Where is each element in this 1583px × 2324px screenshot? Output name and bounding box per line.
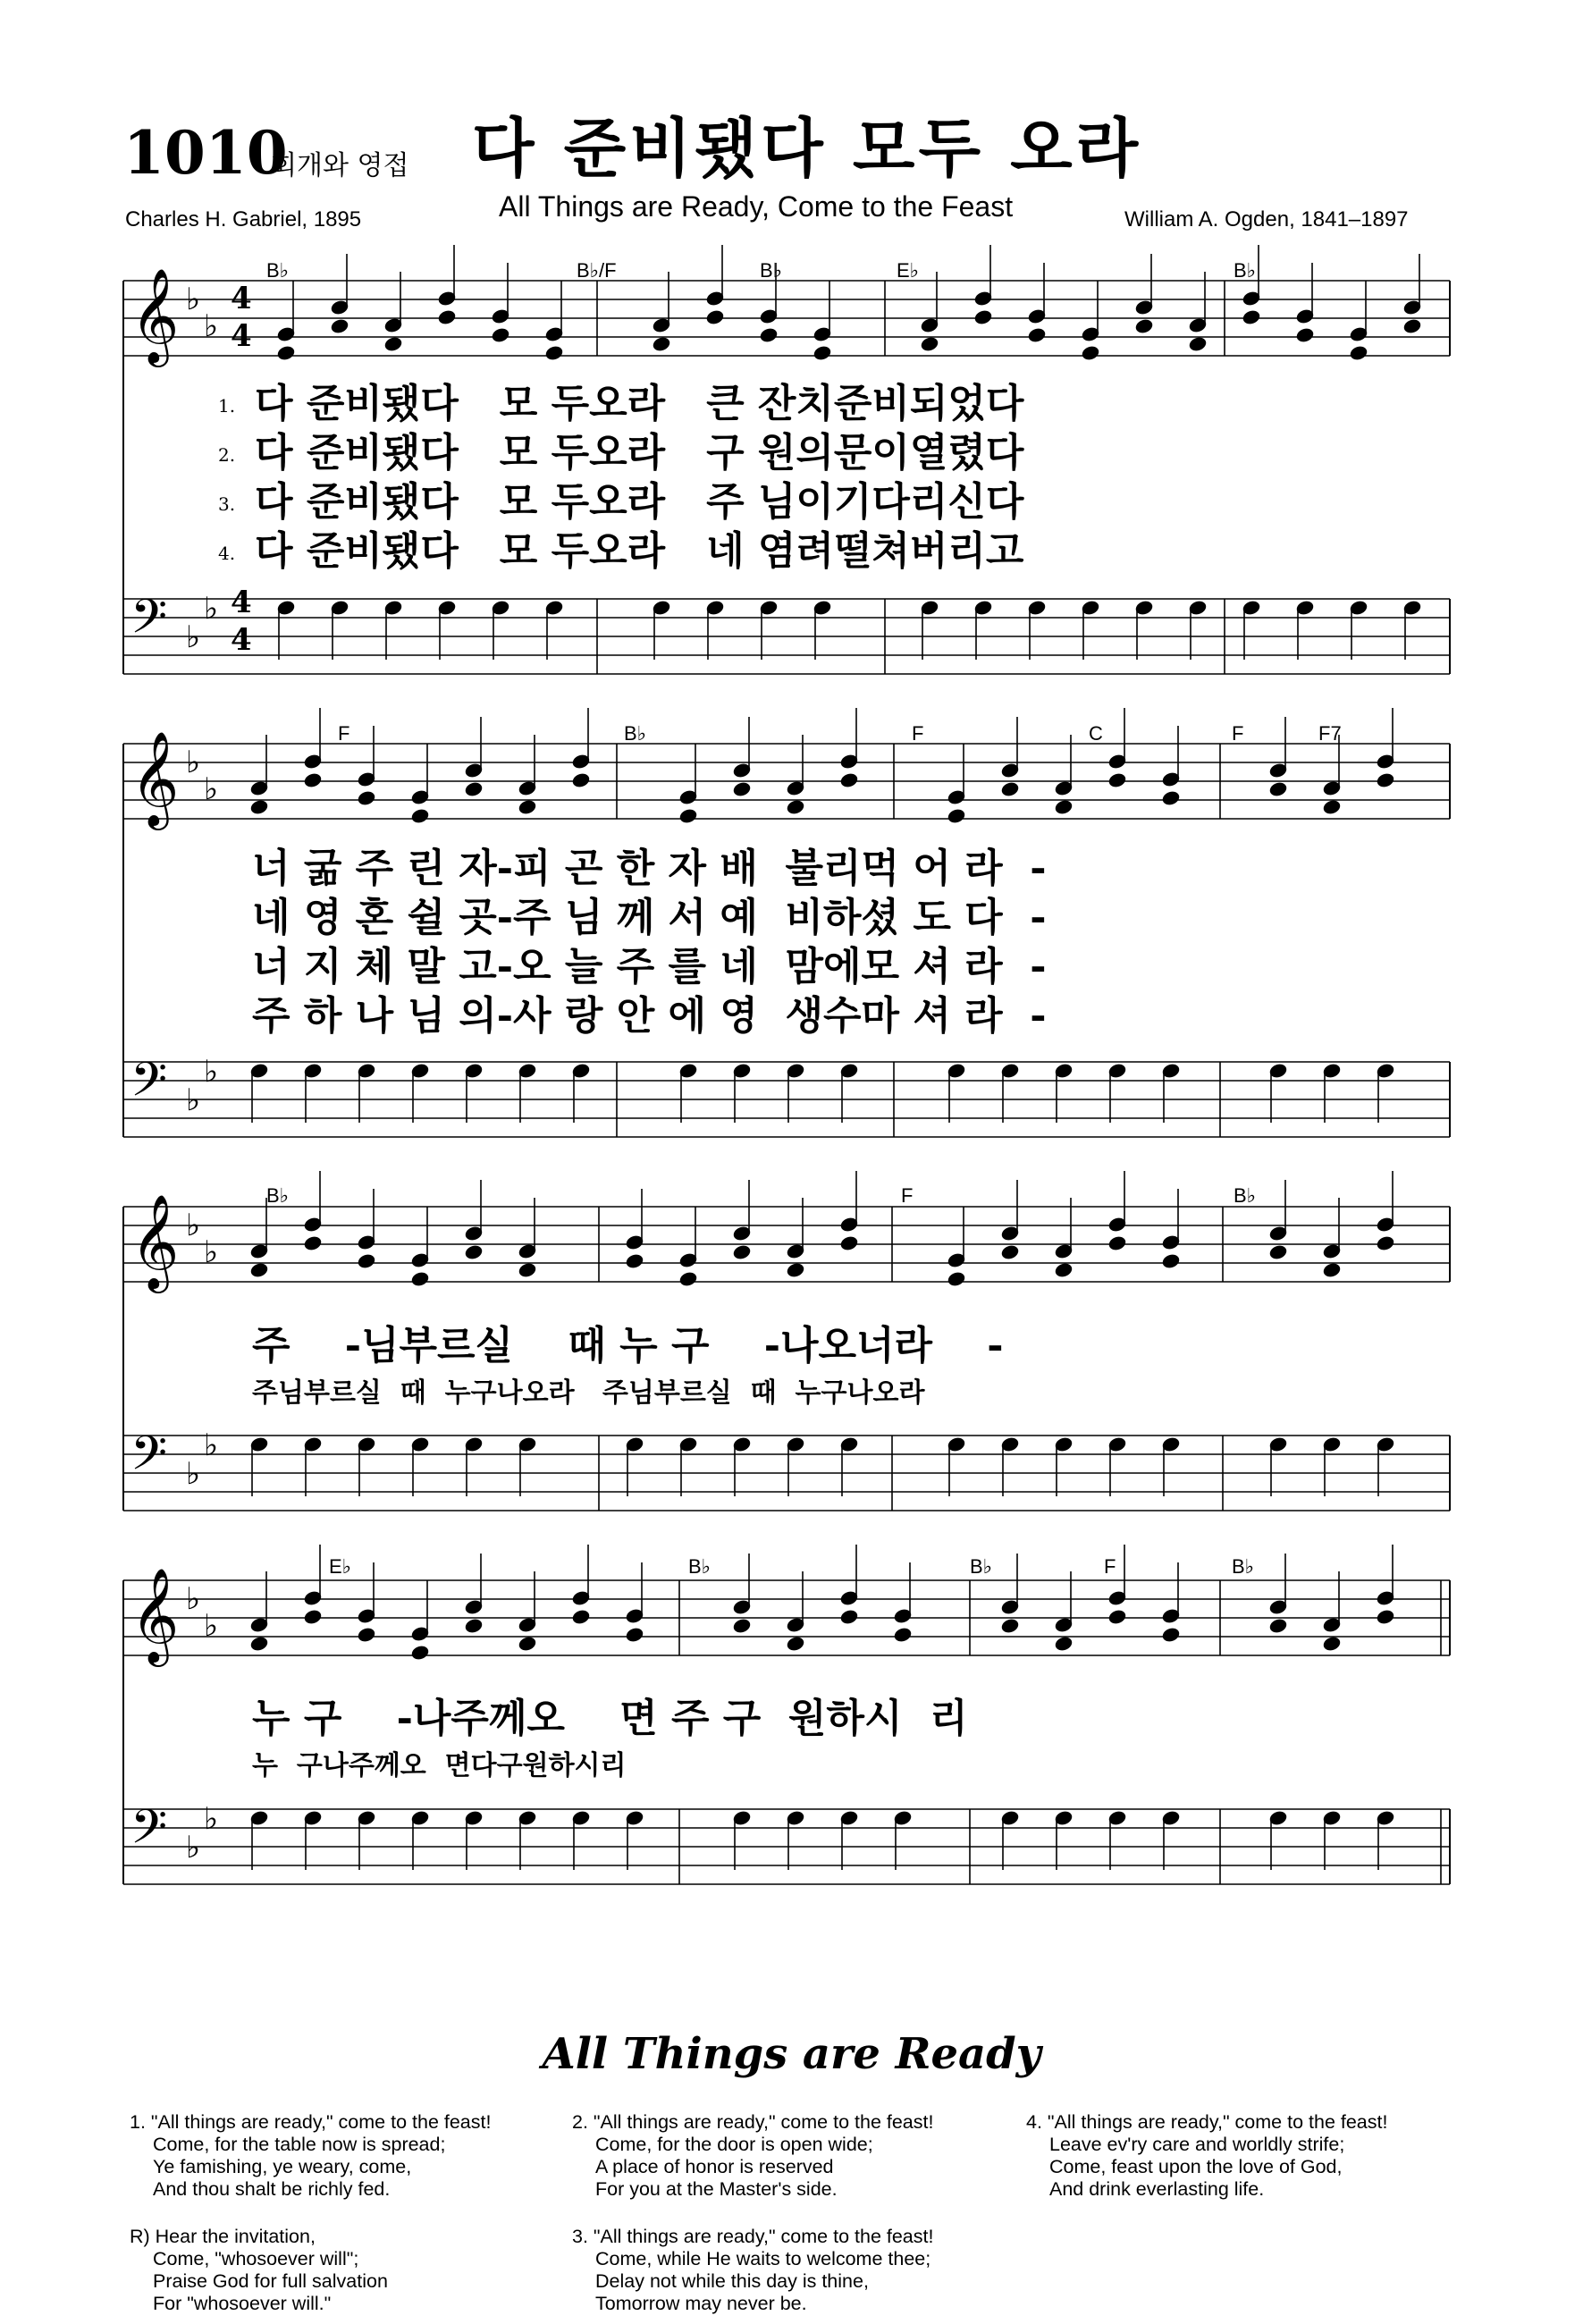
- note-head: [410, 1270, 431, 1288]
- note-head: [1000, 1617, 1021, 1635]
- chord-symbol: F: [912, 722, 924, 745]
- note-head: [249, 1261, 270, 1279]
- note-head: [518, 798, 538, 816]
- note-head: [973, 308, 994, 326]
- note-head: [1268, 780, 1289, 798]
- verse-line: Come, for the door is open wide;: [595, 2134, 873, 2155]
- note-head: [1188, 335, 1208, 353]
- verse-line: 4. "All things are ready," come to the feast!: [1026, 2111, 1388, 2133]
- flat-icon: ♭: [204, 771, 219, 807]
- note-head: [839, 1608, 860, 1626]
- verse-line: Come, feast upon the love of God,: [1049, 2156, 1343, 2177]
- flat-icon: ♭: [204, 1234, 219, 1270]
- note-head: [1376, 771, 1396, 789]
- note-head: [276, 344, 297, 362]
- flat-icon: ♭: [186, 619, 201, 655]
- flat-icon: ♭: [186, 1456, 201, 1492]
- verse-line: Tomorrow may never be.: [595, 2293, 807, 2314]
- note-head: [464, 780, 484, 798]
- note-head: [839, 771, 860, 789]
- note-head: [1322, 1261, 1343, 1279]
- note-head: [1000, 1243, 1021, 1261]
- refrain-lyric: 주 -님부르실 때 누 구 -나오너라 -: [252, 1323, 1004, 1368]
- flat-icon: ♭: [186, 1581, 201, 1617]
- bass-clef-icon: 𝄢: [131, 1053, 168, 1119]
- verse-line: 3. "All things are ready," come to the feast!: [572, 2226, 934, 2247]
- note-head: [1054, 798, 1074, 816]
- chord-symbol: B♭: [760, 259, 783, 282]
- note-head: [464, 1243, 484, 1261]
- hymn-category: 회개와 영접: [271, 150, 409, 181]
- english-verse-1: [130, 2111, 491, 2201]
- english-verse-4: [1026, 2111, 1387, 2201]
- verse-line: 2. "All things are ready," come to the feast!: [572, 2111, 934, 2133]
- flat-icon: ♭: [204, 1427, 219, 1463]
- chord-symbol: C: [1089, 722, 1103, 745]
- note-head: [1242, 308, 1262, 326]
- note-head: [786, 1635, 806, 1653]
- note-head: [303, 1608, 324, 1626]
- verse-number: 3.: [218, 493, 236, 515]
- chord-symbol: F: [1104, 1555, 1116, 1578]
- note-head: [732, 1243, 753, 1261]
- note-head: [544, 344, 565, 362]
- note-head: [410, 807, 431, 825]
- note-head: [303, 1234, 324, 1252]
- korean-verse-line: 다 준비됐다 모 두오라 큰 잔치준비되었다: [255, 381, 1024, 426]
- note-head: [1268, 1617, 1289, 1635]
- note-head: [652, 335, 672, 353]
- note-head: [303, 771, 324, 789]
- time-signature: 4: [231, 585, 252, 620]
- note-head: [947, 1270, 967, 1288]
- verse-line: R) Hear the invitation,: [130, 2226, 316, 2247]
- verse-number: 1.: [218, 395, 236, 417]
- chord-symbol: B♭: [266, 1184, 290, 1207]
- treble-clef-icon: 𝄞: [131, 1193, 180, 1289]
- chord-symbol: B♭: [1234, 259, 1257, 282]
- note-head: [464, 1617, 484, 1635]
- treble-clef-icon: 𝄞: [131, 1567, 180, 1663]
- treble-clef-icon: 𝄞: [131, 730, 180, 826]
- refrain-echo-lyric: 주님부르실 때 누구나오라 주님부르실 때 누구나오라: [252, 1377, 925, 1409]
- verse-line: 1. "All things are ready," come to the feast!: [130, 2111, 492, 2133]
- chord-symbol: E♭: [329, 1555, 352, 1578]
- composer-credit: Charles H. Gabriel, 1895: [125, 207, 362, 232]
- note-head: [1161, 1626, 1182, 1644]
- note-head: [813, 344, 833, 362]
- note-head: [1349, 344, 1369, 362]
- note-head: [1322, 798, 1343, 816]
- refrain-echo-lyric: 누 구나주께오 면다구원하시리: [252, 1750, 627, 1781]
- note-head: [571, 771, 592, 789]
- chord-symbol: E♭: [897, 259, 920, 282]
- note-head: [678, 1270, 699, 1288]
- chord-symbol: F: [338, 722, 350, 745]
- verse-line: Delay not while this day is thine,: [595, 2270, 869, 2292]
- note-head: [357, 1252, 377, 1270]
- korean-verse-line: 다 준비됐다 모 두오라 주 님이기다리신다: [255, 479, 1024, 525]
- korean-title: 다 준비됐다 모두 오라: [472, 111, 1142, 186]
- verse-line: Come, while He waits to welcome thee;: [595, 2248, 931, 2269]
- chord-symbol: B♭: [266, 259, 290, 282]
- korean-verse-line: 너 굶 주 린 자-피 곤 한 자 배 불리먹 어 라 -: [252, 846, 1047, 891]
- chord-symbol: F7: [1318, 722, 1342, 745]
- refrain-lyric: 누 구 -나주께오 면 주 구 원하시 리: [252, 1696, 968, 1741]
- korean-verse-line: 네 영 혼 쉴 곳-주 님 께 서 예 비하셨 도 다 -: [252, 895, 1047, 940]
- note-head: [1376, 1234, 1396, 1252]
- note-head: [1161, 1252, 1182, 1270]
- flat-icon: ♭: [186, 745, 201, 780]
- note-head: [705, 308, 726, 326]
- verse-line: And thou shalt be richly fed.: [153, 2178, 391, 2200]
- note-head: [249, 798, 270, 816]
- flat-icon: ♭: [204, 1054, 219, 1090]
- verse-line: For you at the Master's side.: [595, 2178, 838, 2200]
- note-head: [625, 1252, 645, 1270]
- note-head: [1107, 771, 1128, 789]
- flat-icon: ♭: [204, 308, 219, 344]
- flat-icon: ♭: [204, 1801, 219, 1837]
- verse-line: Come, "whosoever will";: [153, 2248, 359, 2269]
- note-head: [920, 335, 940, 353]
- note-head: [947, 807, 967, 825]
- chord-symbol: B♭: [1234, 1184, 1257, 1207]
- korean-verse-line: 다 준비됐다 모 두오라 구 원의문이열렸다: [255, 430, 1024, 476]
- note-head: [1161, 789, 1182, 807]
- note-head: [678, 807, 699, 825]
- chord-symbol: F: [901, 1184, 914, 1207]
- verse-line: Ye famishing, ye weary, come,: [153, 2156, 412, 2177]
- note-head: [357, 1626, 377, 1644]
- chord-symbol: B♭/F: [577, 259, 617, 282]
- english-verse-3: [572, 2226, 933, 2315]
- note-head: [1054, 1635, 1074, 1653]
- english-verse-2: [572, 2111, 933, 2201]
- note-head: [1268, 1243, 1289, 1261]
- note-head: [893, 1626, 914, 1644]
- note-head: [410, 1644, 431, 1662]
- note-head: [1107, 1608, 1128, 1626]
- flat-icon: ♭: [204, 591, 219, 627]
- chord-symbol: B♭: [688, 1555, 712, 1578]
- note-head: [1107, 1234, 1128, 1252]
- note-head: [357, 789, 377, 807]
- note-head: [518, 1261, 538, 1279]
- flat-icon: ♭: [186, 1830, 201, 1865]
- english-title: All Things are Ready, Come to the Feast: [499, 190, 1014, 223]
- time-signature: 4: [231, 281, 252, 316]
- note-head: [1376, 1608, 1396, 1626]
- note-head: [786, 1261, 806, 1279]
- korean-verse-line: 너 지 체 말 고-오 늘 주 를 네 맘에모 셔 라 -: [252, 944, 1047, 989]
- time-signature: 4: [231, 622, 252, 658]
- note-head: [732, 1617, 753, 1635]
- note-head: [518, 1635, 538, 1653]
- korean-verse-line: 주 하 나 님 의-사 랑 안 에 영 생수마 셔 라 -: [252, 993, 1047, 1039]
- chord-symbol: B♭: [1232, 1555, 1255, 1578]
- note-head: [839, 1234, 860, 1252]
- lyricist-credit: William A. Ogden, 1841–1897: [1124, 207, 1409, 232]
- time-signature: 4: [231, 318, 252, 354]
- verse-line: Come, for the table now is spread;: [153, 2134, 446, 2155]
- flat-icon: ♭: [186, 282, 201, 317]
- note-head: [491, 326, 511, 344]
- note-head: [383, 335, 404, 353]
- english-refrain: [130, 2226, 388, 2315]
- bass-clef-icon: 𝄢: [131, 1427, 168, 1493]
- chord-symbol: B♭: [970, 1555, 993, 1578]
- note-head: [625, 1626, 645, 1644]
- chord-symbol: F: [1232, 722, 1244, 745]
- note-head: [759, 326, 779, 344]
- note-head: [1402, 317, 1423, 335]
- note-head: [249, 1635, 270, 1653]
- verse-line: For "whosoever will.": [153, 2293, 332, 2314]
- bass-clef-icon: 𝄢: [131, 590, 168, 656]
- note-head: [1081, 344, 1101, 362]
- note-head: [786, 798, 806, 816]
- note-head: [571, 1608, 592, 1626]
- verse-line: A place of honor is reserved: [595, 2156, 834, 2177]
- note-head: [1027, 326, 1048, 344]
- english-lyrics-title: All Things are Ready: [542, 2029, 1041, 2079]
- verse-number: 4.: [218, 543, 236, 564]
- note-head: [1054, 1261, 1074, 1279]
- verse-line: Leave ev'ry care and worldly strife;: [1049, 2134, 1345, 2155]
- treble-clef-icon: 𝄞: [131, 267, 180, 363]
- note-head: [1322, 1635, 1343, 1653]
- flat-icon: ♭: [186, 1082, 201, 1118]
- bass-clef-icon: 𝄢: [131, 1800, 168, 1866]
- note-head: [1000, 780, 1021, 798]
- note-head: [330, 317, 350, 335]
- hymn-number: 1010: [123, 118, 288, 188]
- note-head: [437, 308, 458, 326]
- note-head: [732, 780, 753, 798]
- verse-line: Praise God for full salvation: [153, 2270, 388, 2292]
- korean-verse-line: 다 준비됐다 모 두오라 네 염려떨쳐버리고: [255, 528, 1024, 574]
- note-head: [1295, 326, 1316, 344]
- flat-icon: ♭: [186, 1208, 201, 1243]
- note-head: [1134, 317, 1155, 335]
- verse-number: 2.: [218, 444, 236, 466]
- chord-symbol: B♭: [624, 722, 647, 745]
- verse-line: And drink everlasting life.: [1049, 2178, 1265, 2200]
- flat-icon: ♭: [204, 1608, 219, 1644]
